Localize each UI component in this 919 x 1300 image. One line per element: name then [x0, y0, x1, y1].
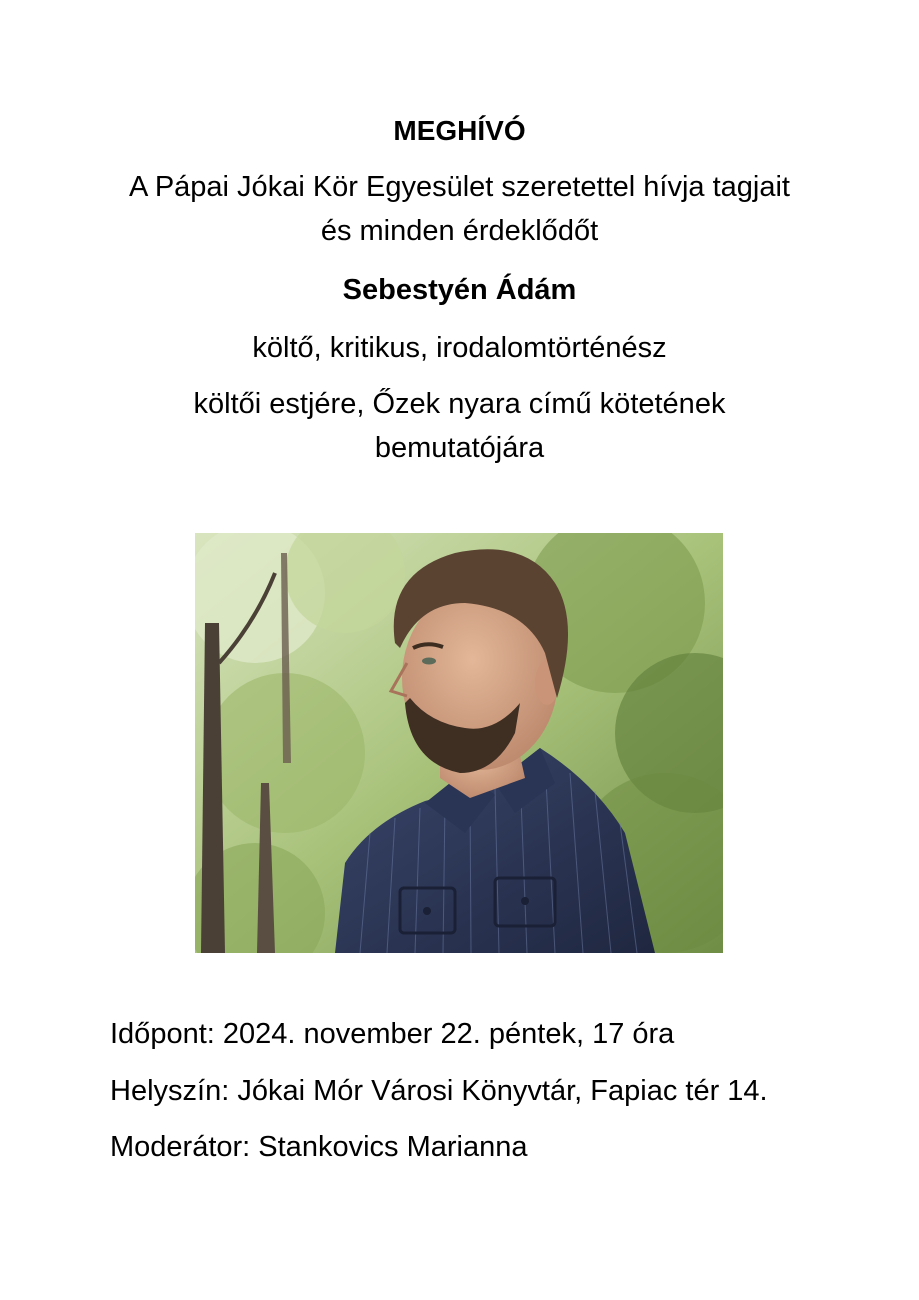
invitation-heading: MEGHÍVÓ: [393, 115, 526, 146]
intro-line-1: A Pápai Jókai Kör Egyesület szeretettel hívja tagjait: [129, 171, 790, 203]
event-time: Időpont: 2024. november 22. péntek, 17 óra: [110, 1018, 675, 1050]
event-moderator: Moderátor: Stankovics Marianna: [110, 1131, 528, 1163]
event-line-1: költői estjére, Őzek nyara című kötetének: [193, 388, 726, 420]
intro-line-2: és minden érdeklődőt: [320, 215, 599, 247]
event-description: [0, 382, 919, 470]
event-place: Helyszín: Jókai Mór Városi Könyvtár, Fapiac tér 14.: [110, 1075, 768, 1107]
guest-roles: költő, kritikus, irodalomtörténész: [252, 332, 667, 364]
guest-name: Sebestyén Ádám: [342, 274, 577, 306]
guest-photo: [195, 533, 723, 953]
event-line-2: bemutatójára: [374, 432, 545, 464]
invitation-intro: [0, 165, 919, 253]
